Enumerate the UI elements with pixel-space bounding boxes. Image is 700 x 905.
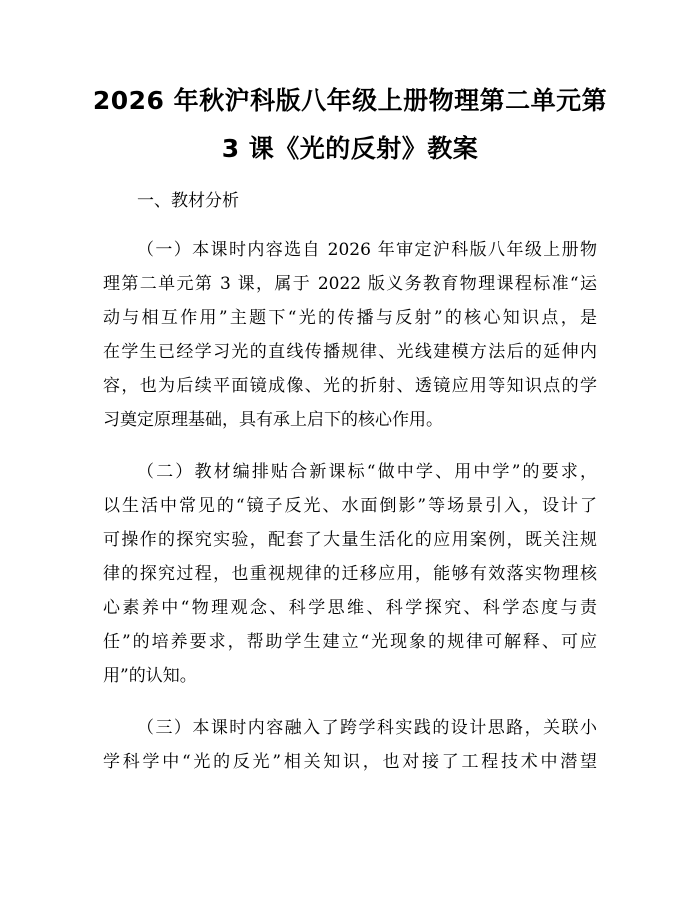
paragraph-2-line: 任”的培养要求，帮助学生建立“光现象的规律可解释、可应 [103,632,597,652]
paragraph-2-line: 可操作的探究实验，配套了大量生活化的应用案例，既关注规 [103,530,597,550]
document-title-line-1: 2026 年秋沪科版八年级上册物理第二单元第 [92,86,608,115]
paragraph-1-line: 动与相互作用”主题下“光的传播与反射”的核心知识点，是 [103,308,597,328]
paragraph-2-line: 用”的认知。 [103,666,197,686]
paragraph-3-line: （三）本课时内容融入了跨学科实践的设计思路，关联小 [137,718,597,738]
paragraph-3-line: 学科学中“光的反光”相关知识，也对接了工程技术中潜望 [103,752,597,772]
paragraph-2-line: 心素养中“物理观念、科学思维、科学探究、科学态度与责 [103,598,597,618]
paragraph-2-line: （二）教材编排贴合新课标“做中学、用中学”的要求， [137,462,597,482]
paragraph-1-line: 在学生已经学习光的直线传播规律、光线建模方法后的延伸内 [103,342,597,362]
paragraph-1-line: （一）本课时内容选自 2026 年审定沪科版八年级上册物 [137,240,597,260]
document-title-line-2: 3 课《光的反射》教案 [221,134,479,163]
paragraph-1-line: 习奠定原理基础，具有承上启下的核心作用。 [103,410,443,430]
paragraph-2-line: 以生活中常见的“镜子反光、水面倒影”等场景引入，设计了 [103,496,597,516]
section-heading: 一、教材分析 [137,191,239,211]
paragraph-1-line: 理第二单元第 3 课，属于 2022 版义务教育物理课程标准“运 [103,274,597,294]
paragraph-1-line: 容，也为后续平面镜成像、光的折射、透镜应用等知识点的学 [103,376,597,396]
paragraph-2-line: 律的探究过程，也重视规律的迁移应用，能够有效落实物理核 [103,564,597,584]
